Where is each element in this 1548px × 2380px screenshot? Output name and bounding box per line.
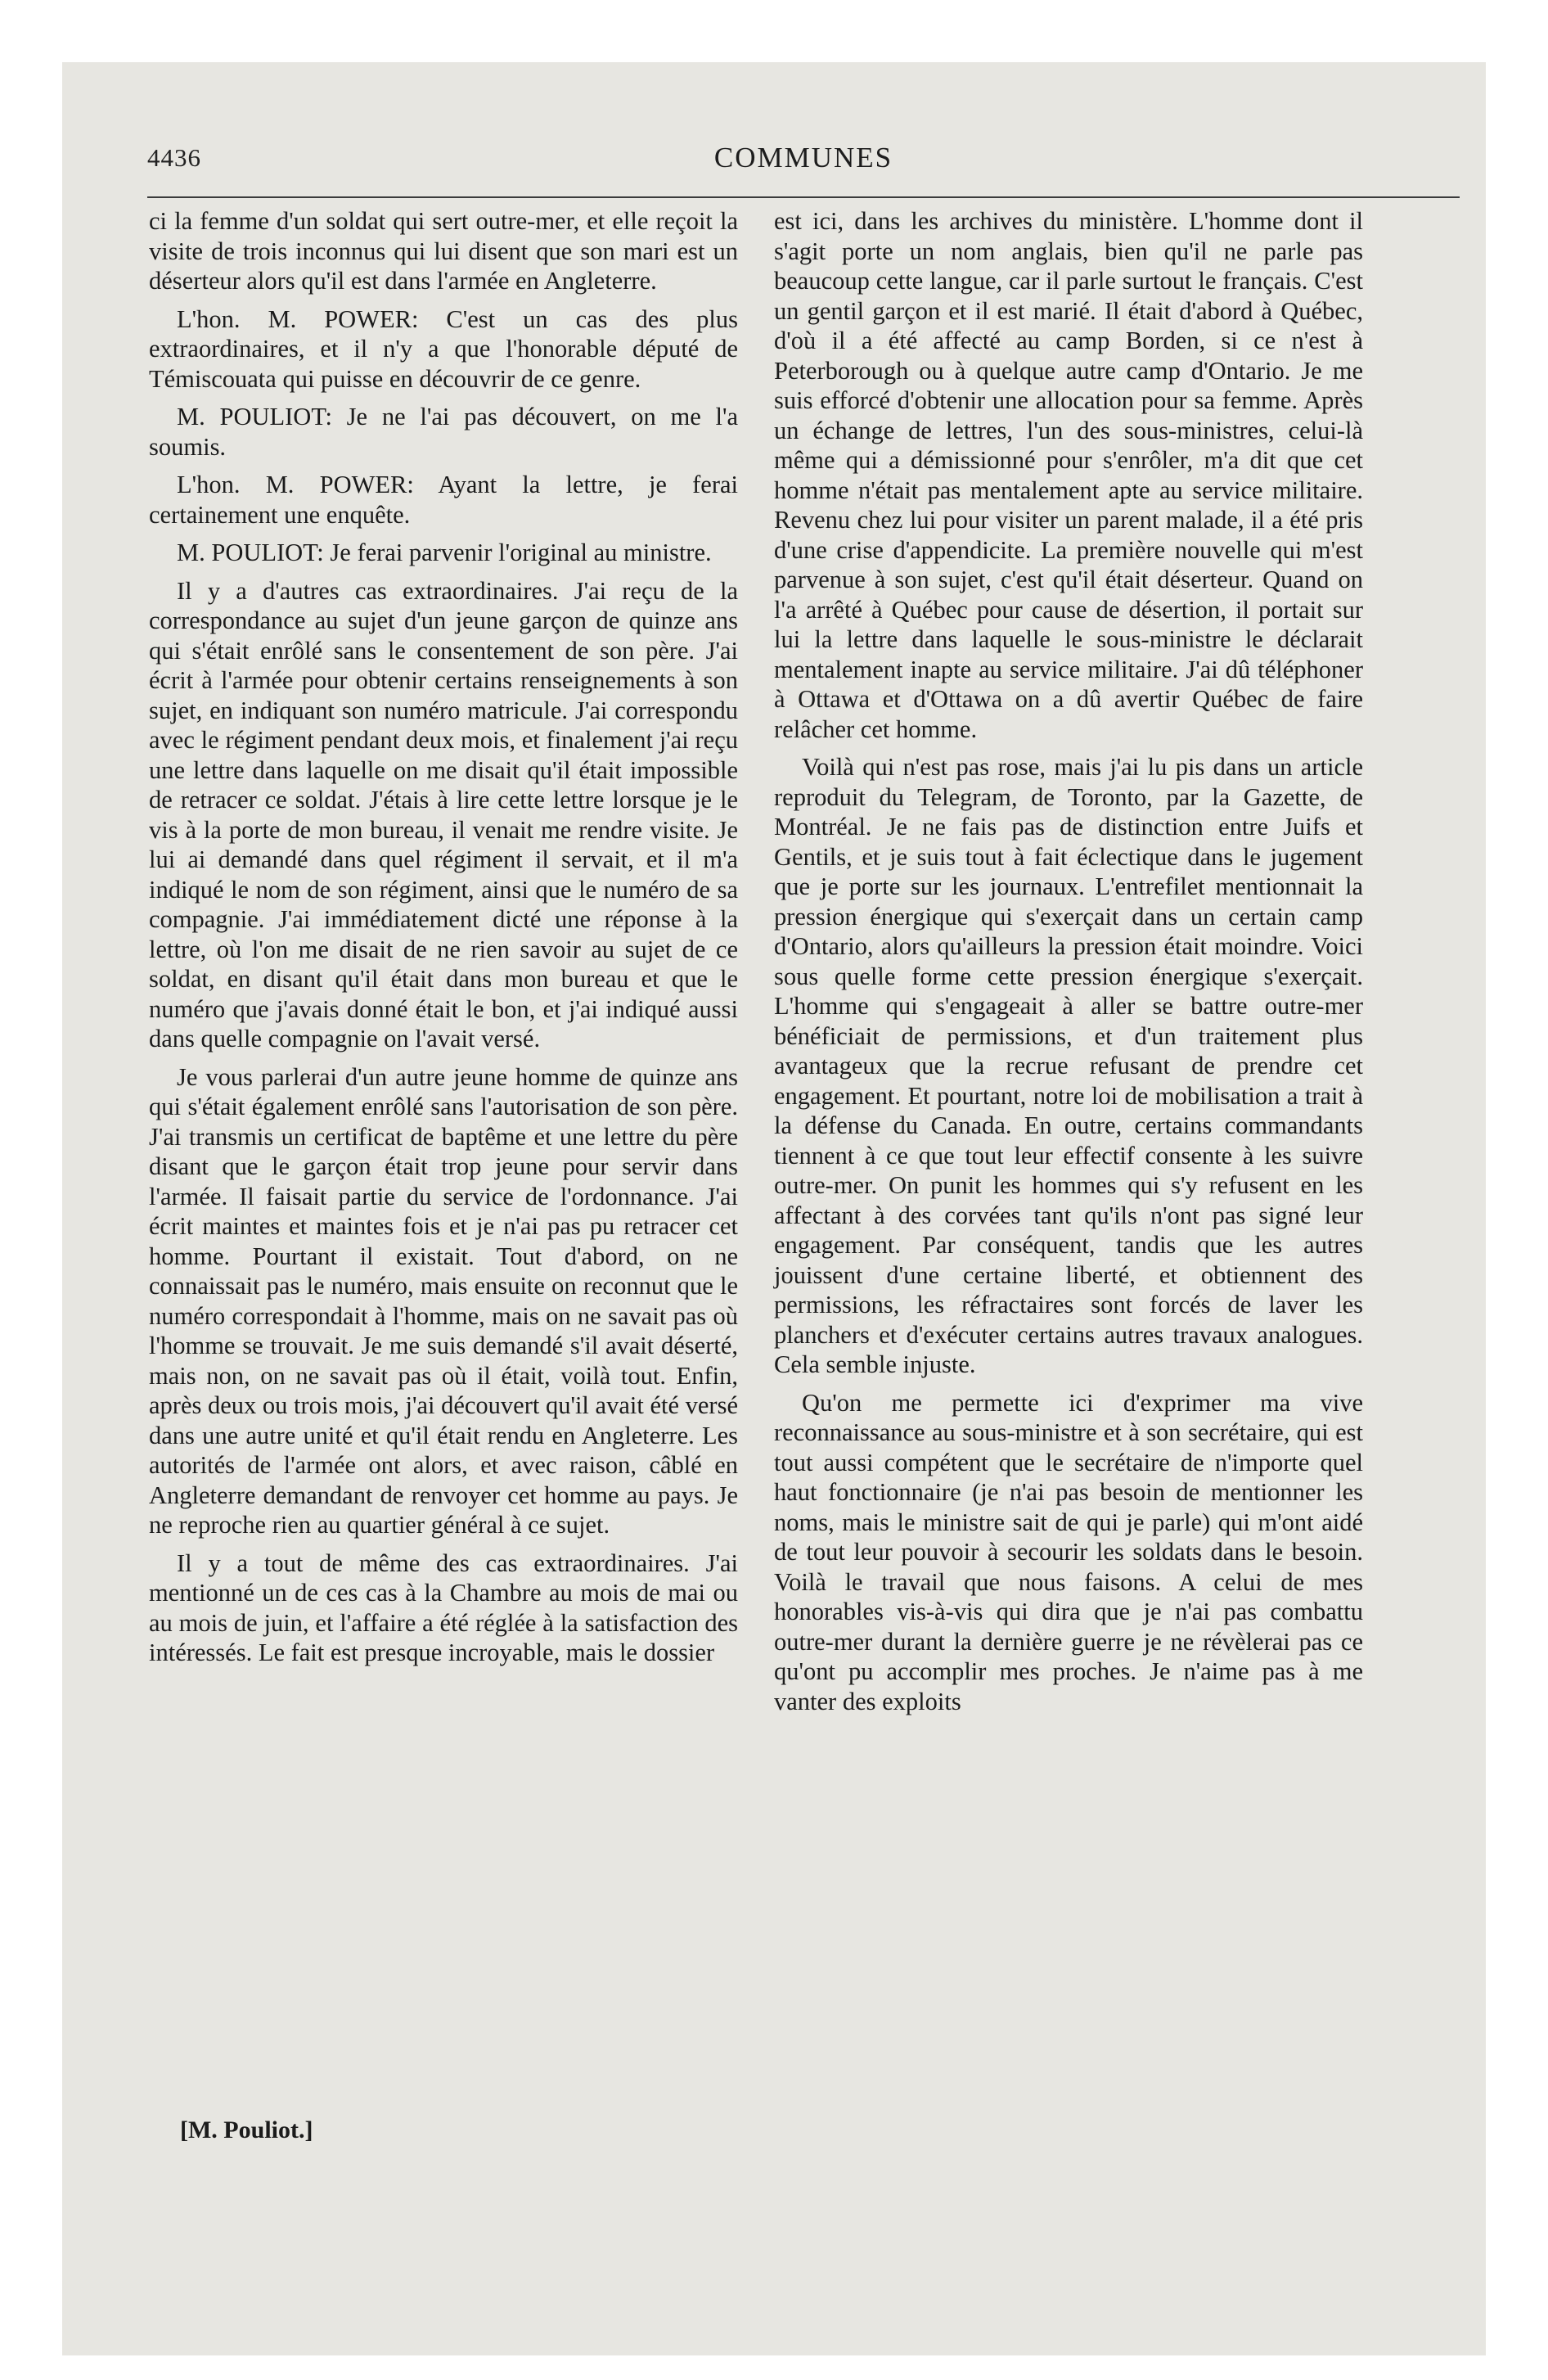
- paragraph: M. POULIOT: Je ferai parvenir l'original au ministre.: [177, 539, 712, 566]
- paragraph: ci la femme d'un soldat qui sert outre-mer, et elle reçoit la visite de trois inconnus qui lui disent que son mari est un déserteur alors qu'il est dans l'armée en Angleterre.: [149, 207, 738, 295]
- page-header: [147, 138, 1460, 196]
- paragraph: L'hon. M. POWER: C'est un cas des plus extraordinaires, et il n'y a que l'honorable député de Témiscouata qui puisse en découvrir de ce genre.: [149, 304, 738, 393]
- paragraph: Je vous parlerai d'un autre jeune homme de quinze ans qui s'était également enrôlé sans l'autorisation de son père. J'ai transmis un certificat de baptême et une lettre du père disant que le garçon était trop jeune pour servir dans l'armée. Il faisait partie du service de l'ordonnance. J'ai écrit maintes et maintes fois et je n'ai pas pu retracer cet homme. Pourtant il existait. Tout d'abord, on ne connaissait pas le numéro, mais ensuite on reconnut que le numéro correspondait à l'homme, mais on ne savait pas où l'homme se trouvait. Je me suis demandé s'il avait déserté, mais non, on ne savait pas où il était, voilà tout. Enfin, après deux ou trois mois, j'ai découvert qu'il avait été versé dans une autre unité et qu'il était rendu en Angleterre. Les autorités de l'armée ont alors, et avec raison, câblé en Angleterre demandant de renvoyer cet homme au pays. Je ne reproche rien au quartier général à ce sujet.: [149, 1062, 738, 1539]
- document-page: [62, 62, 1486, 2355]
- header-rule: [147, 196, 1460, 198]
- running-head: COMMUNES: [713, 142, 893, 174]
- paragraph: Qu'on me permette ici d'exprimer ma vive reconnaissance au sous-ministre et à son secrétaire, qui est tout aussi compétent que le secrétaire de n'importe quel haut fonctionnaire (je n'ai pas besoin de mentionner les noms, mais le ministre sait de qui je parle) qui m'ont aidé de tout leur pouvoir à secourir les soldats dans le besoin. Voilà le travail que nous faisons. A celui de mes honorables vis-à-vis qui dira que je n'ai pas combattu outre-mer durant la dernière guerre je ne révèlerai pas ce qu'ont pu accomplir mes proches. Je n'aime pas à me vanter des exploits: [774, 1388, 1363, 1715]
- paragraph: est ici, dans les archives du ministère. L'homme dont il s'agit porte un nom anglais, bien qu'il ne parle pas beaucoup cette langue, car il parle surtout le français. C'est un gentil garçon et il est marié. Il était d'abord à Québec, d'où il a été affecté au camp Borden, si ce n'est à Peterborough ou à quelque autre camp d'Ontario. Je me suis efforcé d'obtenir une allocation pour sa femme. Après un échange de lettres, l'un des sous-ministres, celui-là même qui a démissionné pour s'enrôler, m'a dit que cet homme n'était pas mentalement apte au service militaire. Revenu chez lui pour visiter un parent malade, il a été pris d'une crise d'appendicite. La première nouvelle qui m'est parvenue à son sujet, c'est qu'il était déserteur. Quand on l'a arrêté à Québec pour cause de désertion, il portait sur lui la lettre dans laquelle le sous-ministre le déclarait mentalement inapte au service militaire. J'ai dû téléphoner à Ottawa et d'Ottawa on a dû avertir Québec de faire relâcher cet homme.: [774, 207, 1363, 743]
- paragraph: L'hon. M. POWER: Ayant la lettre, je ferai certainement une enquête.: [149, 471, 738, 529]
- paragraph: Il y a tout de même des cas extraordinaires. J'ai mentionné un de ces cas à la Chambre au mois de mai ou au mois de juin, et l'affaire a été réglée à la satisfaction des intéressés. Le fait est presque incroyable, mais le dossier: [149, 1548, 738, 1666]
- page-number: 4436: [147, 143, 201, 172]
- paragraph: M. POULIOT: Je ne l'ai pas découvert, on me l'a soumis.: [149, 403, 738, 461]
- speaker-tag: [M. Pouliot.]: [180, 2116, 313, 2143]
- right-column: [774, 206, 1363, 1724]
- paragraph: Il y a d'autres cas extraordinaires. J'ai reçu de la correspondance au sujet d'un jeune garçon de quinze ans qui s'était enrôlé sans le consentement de son père. J'ai écrit à l'armée pour obtenir certains renseignements à son sujet, en indiquant son numéro matricule. J'ai correspondu avec le régiment pendant deux mois, et finalement j'ai reçu une lettre dans laquelle on me disait qu'il était impossible de retracer ce soldat. J'étais à lire cette lettre lorsque je le vis à la porte de mon bureau, il venait me rendre visite. Je lui ai demandé dans quel régiment il servait, et il m'a indiqué le nom de son régiment, ainsi que le numéro de sa compagnie. J'ai immédiatement dicté une réponse à la lettre, où l'on me disait de ne rien savoir au sujet de ce soldat, en disant qu'il était dans mon bureau et que le numéro que j'avais donné était le bon, et j'ai indiqué aussi dans quelle compagnie on l'avait versé.: [149, 576, 738, 1053]
- paragraph: Voilà qui n'est pas rose, mais j'ai lu pis dans un article reproduit du Telegram, de Toronto, par la Gazette, de Montréal. Je ne fais pas de distinction entre Juifs et Gentils, et je suis tout à fait éclectique dans le jugement que je porte sur les journaux. L'entrefilet mentionnait la pression énergique qui s'exerçait dans un certain camp d'Ontario, alors qu'ailleurs la pression était moindre. Voici sous quelle forme cette pression énergique s'exerçait. L'homme qui s'engageait à aller se battre outre-mer bénéficiait de permissions, et d'un traitement plus avantageux que la recrue refusant de prendre cet engagement. Et pourtant, notre loi de mobilisation a trait à la défense du Canada. En outre, certains commandants tiennent à ce que tout leur effectif consente à les suivre outre-mer. On punit les hommes qui s'y refusent en les affectant à des corvées tant qu'ils n'ont pas signé leur engagement. Par conséquent, tandis que les autres jouissent d'une certaine liberté, et obtiennent des permissions, les réfractaires sont forcés de laver les planchers et d'exécuter certains autres travaux analogues. Cela semble injuste.: [774, 753, 1363, 1378]
- left-column: [149, 206, 738, 1676]
